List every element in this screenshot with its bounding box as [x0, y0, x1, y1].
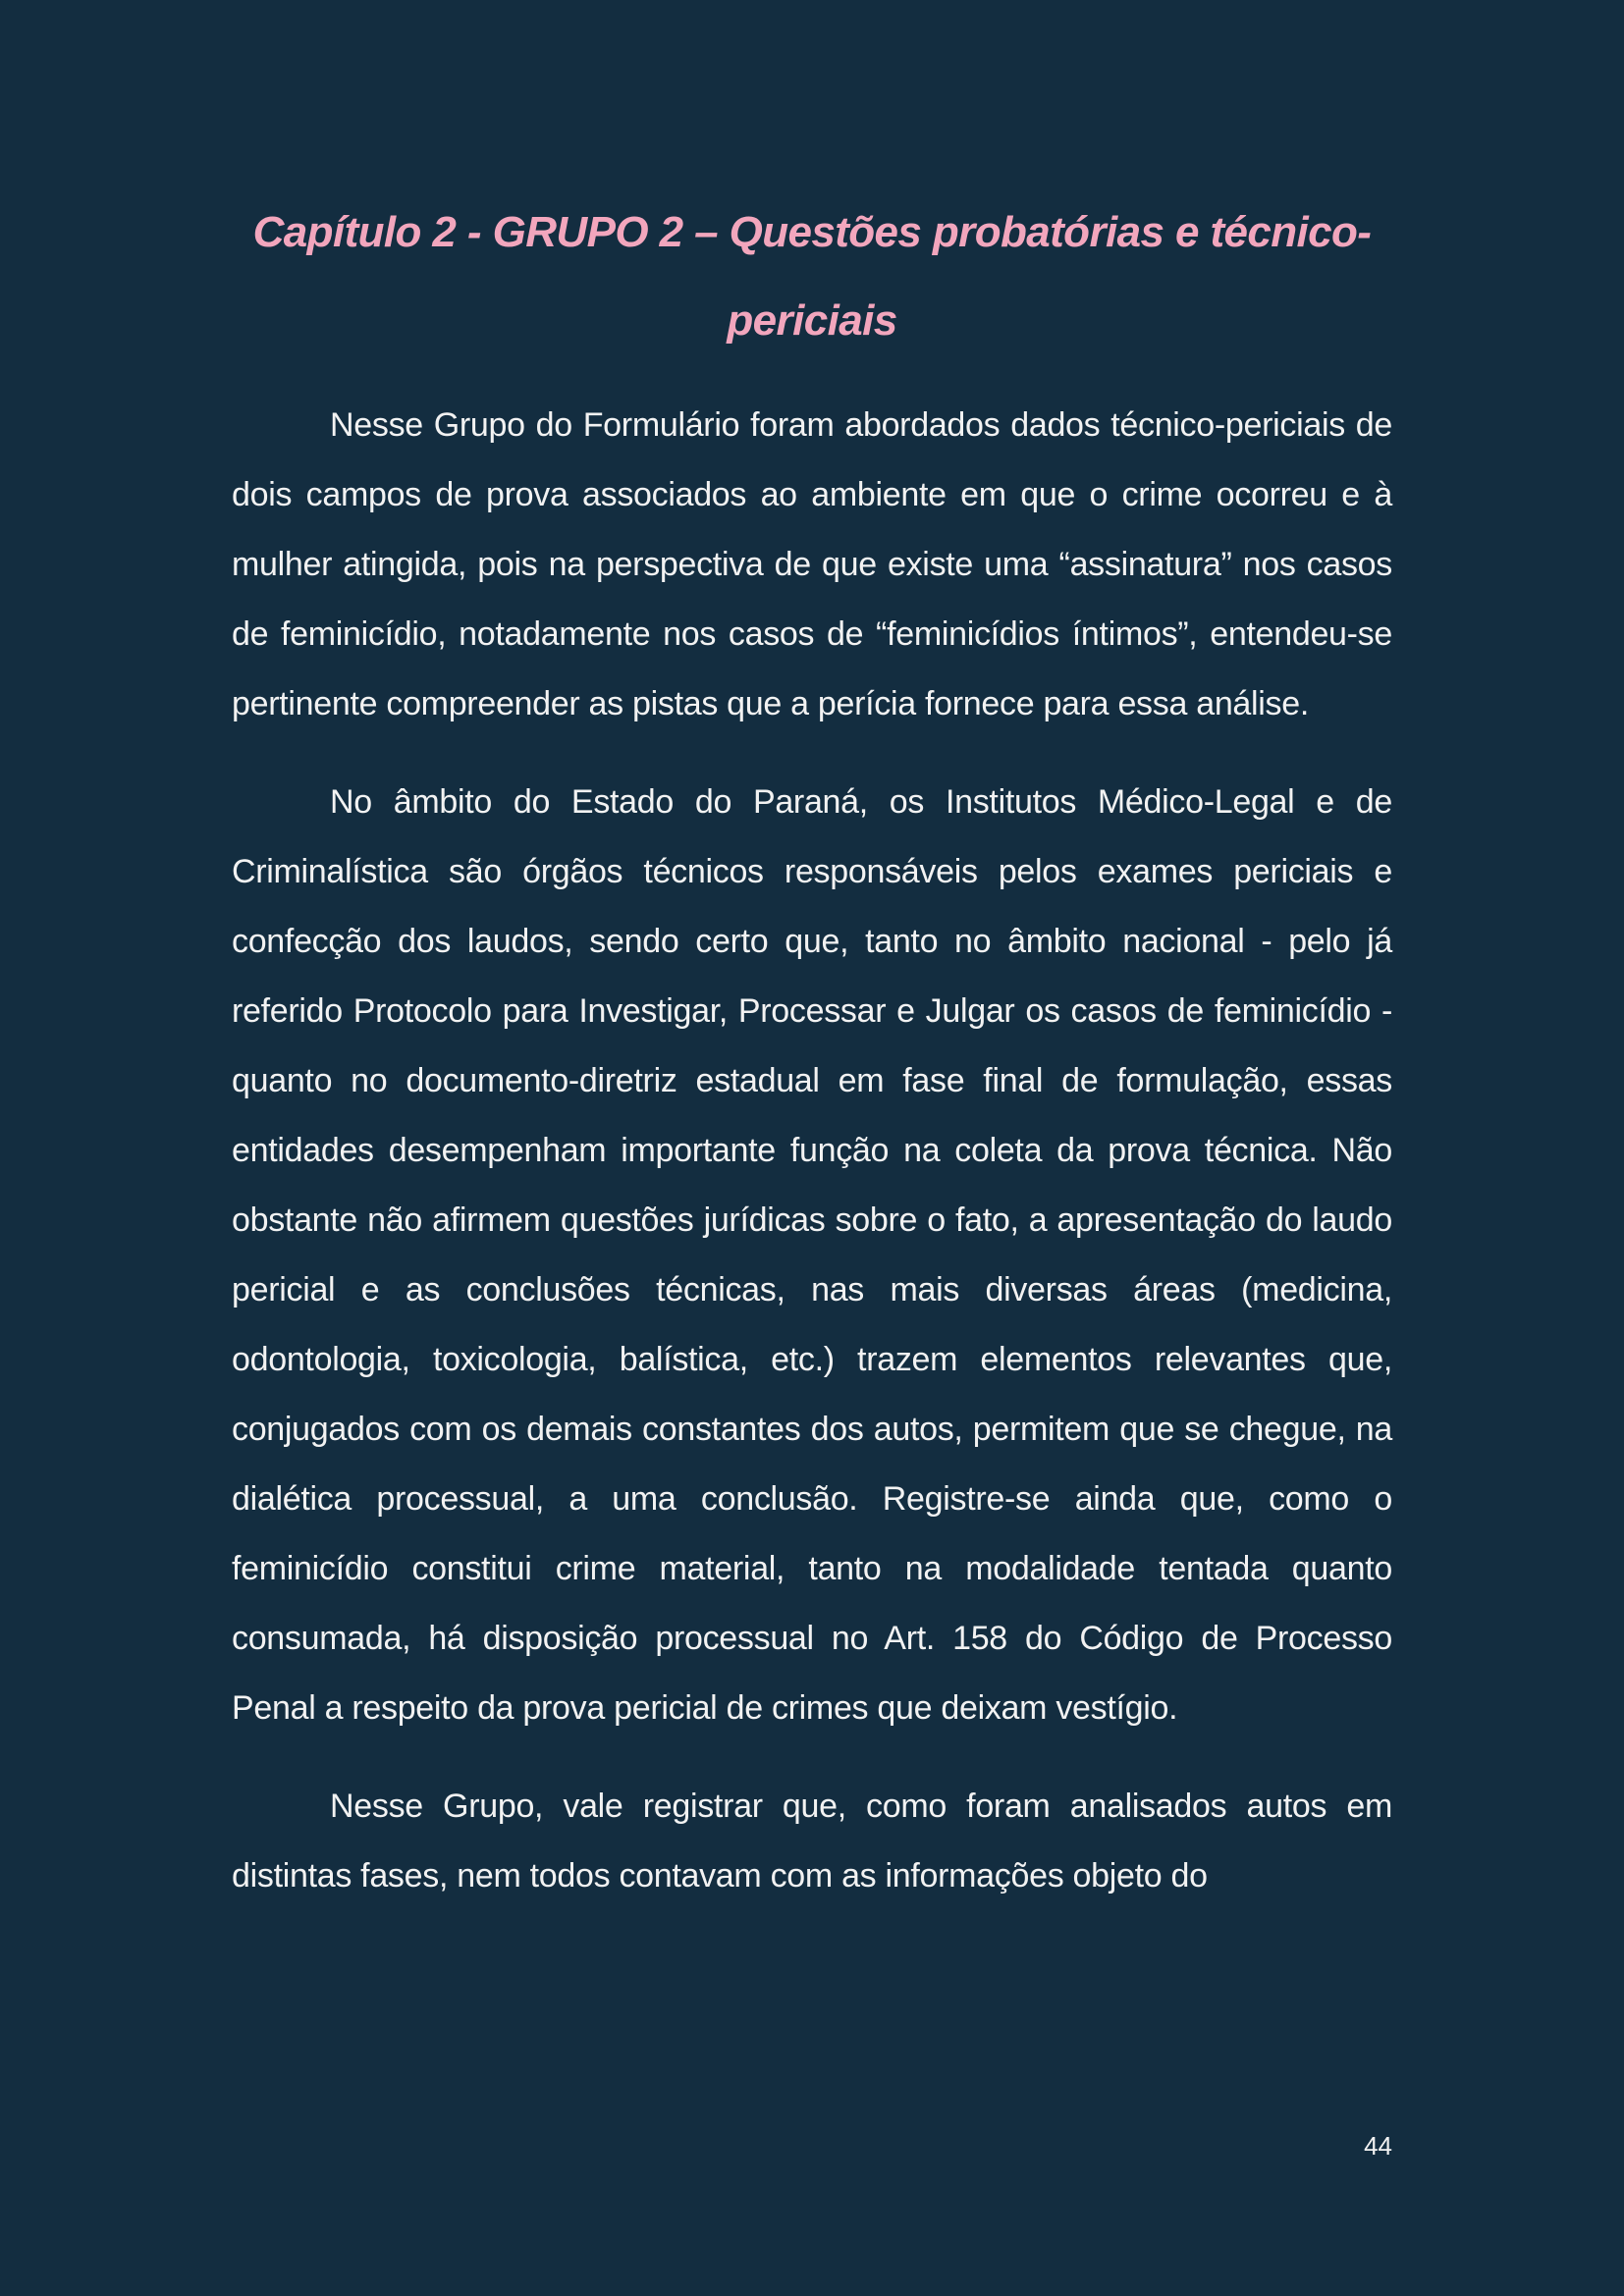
paragraph-1: Nesse Grupo do Formulário foram abordados dados técnico-periciais de dois campos de prova associados ao ambiente em que o crime ocorreu e à mulher atingida, pois na perspectiva de que existe uma “assinatura” nos casos de feminicídio, notadamente nos casos de “feminicídios íntimos”, entendeu-se pertinente compreender as pistas que a perícia fornece para essa análise. — [232, 406, 1392, 722]
paragraph-2: No âmbito do Estado do Paraná, os Institutos Médico-Legal e de Criminalística são órgãos técnicos responsáveis pelos exames periciais e confecção dos laudos, sendo certo que, tanto no âmbito nacional - pelo já referido Protocolo para Investigar, Processar e Julgar os casos de feminicídio - quanto no documento-diretriz estadual em fase final de formulação, essas entidades desempenham importante função na coleta da prova técnica. Não obstante não afirmem questões jurídicas sobre o fato, a apresentação do laudo pericial e as conclusões técnicas, nas mais diversas áreas (medicina, odontologia, toxicologia, balística, etc.) trazem elementos relevantes que, conjugados com os demais constantes dos autos, permitem que se chegue, na dialética processual, a uma conclusão. Registre-se ainda que, como o feminicídio constitui crime material, tanto na modalidade tentada quanto consumada, há disposição processual no Art. 158 do Código de Processo Penal a respeito da prova pericial de crimes que deixam vestígio. — [232, 783, 1392, 1727]
page-number: 44 — [1364, 2131, 1392, 2161]
paragraph-3: Nesse Grupo, vale registrar que, como foram analisados autos em distintas fases, nem todos contavam com as informações objeto do — [232, 1788, 1392, 1895]
chapter-title: Capítulo 2 - GRUPO 2 – Questões probatórias e técnico-periciais — [252, 208, 1372, 345]
body-text — [232, 391, 1392, 1940]
